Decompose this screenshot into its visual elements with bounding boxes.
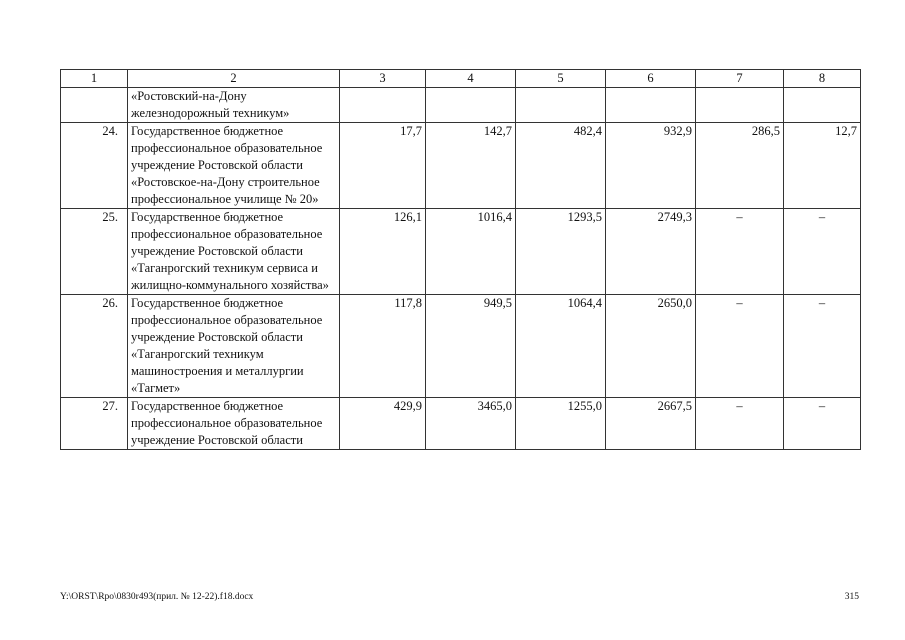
value-cell-col-4: 1016,4 xyxy=(426,209,516,295)
header-row xyxy=(61,70,861,88)
row-number-cell: 24. xyxy=(61,123,128,209)
header-cell: 1 xyxy=(61,70,128,88)
header-cell: 4 xyxy=(426,70,516,88)
value-cell-col-3 xyxy=(340,88,426,123)
value-cell-col-4: 142,7 xyxy=(426,123,516,209)
value-cell-col-5 xyxy=(516,88,606,123)
value-cell-col-8: – xyxy=(784,295,861,398)
value-cell-col-7 xyxy=(696,88,784,123)
table-row xyxy=(61,209,861,295)
institution-name-cell: Государственное бюджетное профессиональное образовательное учреждение Ростовской области «Ростовское-на-Дону строительное профессиональное училище № 20» xyxy=(128,123,340,209)
table-row xyxy=(61,88,861,123)
page-number: 315 xyxy=(844,592,859,602)
header-cell: 6 xyxy=(606,70,696,88)
value-cell-col-7: 286,5 xyxy=(696,123,784,209)
value-cell-col-3: 429,9 xyxy=(340,398,426,450)
value-cell-col-8: – xyxy=(784,398,861,450)
data-table xyxy=(60,69,861,450)
value-cell-col-3: 17,7 xyxy=(340,123,426,209)
value-cell-col-7: – xyxy=(696,398,784,450)
table-row xyxy=(61,295,861,398)
value-cell-col-3: 117,8 xyxy=(340,295,426,398)
value-cell-col-4 xyxy=(426,88,516,123)
value-cell-col-7: – xyxy=(696,209,784,295)
header-cell: 8 xyxy=(784,70,861,88)
value-cell-col-8 xyxy=(784,88,861,123)
value-cell-col-5: 1255,0 xyxy=(516,398,606,450)
row-number-cell xyxy=(61,88,128,123)
value-cell-col-4: 3465,0 xyxy=(426,398,516,450)
header-cell: 2 xyxy=(128,70,340,88)
institution-name-cell: «Ростовский-на-Дону железнодорожный техникум» xyxy=(128,88,340,123)
row-number-cell: 25. xyxy=(61,209,128,295)
value-cell-col-5: 1293,5 xyxy=(516,209,606,295)
value-cell-col-3: 126,1 xyxy=(340,209,426,295)
header-cell: 3 xyxy=(340,70,426,88)
footer-file-path: Y:\ORST\Rpo\0830r493(прил. № 12-22).f18.docx xyxy=(60,592,254,602)
value-cell-col-6: 932,9 xyxy=(606,123,696,209)
institution-name-cell: Государственное бюджетное профессиональное образовательное учреждение Ростовской области «Таганрогский техникум машиностроения и металлургии «Тагмет» xyxy=(128,295,340,398)
value-cell-col-8: 12,7 xyxy=(784,123,861,209)
value-cell-col-6: 2650,0 xyxy=(606,295,696,398)
institution-name-cell: Государственное бюджетное профессиональное образовательное учреждение Ростовской области xyxy=(128,398,340,450)
header-cell: 5 xyxy=(516,70,606,88)
value-cell-col-5: 1064,4 xyxy=(516,295,606,398)
value-cell-col-6: 2667,5 xyxy=(606,398,696,450)
table-row xyxy=(61,398,861,450)
value-cell-col-8: – xyxy=(784,209,861,295)
institution-name-cell: Государственное бюджетное профессиональное образовательное учреждение Ростовской области «Таганрогский техникум сервиса и жилищно-коммунального хозяйства» xyxy=(128,209,340,295)
value-cell-col-6: 2749,3 xyxy=(606,209,696,295)
row-number-cell: 27. xyxy=(61,398,128,450)
table-row xyxy=(61,123,861,209)
value-cell-col-4: 949,5 xyxy=(426,295,516,398)
value-cell-col-5: 482,4 xyxy=(516,123,606,209)
row-number-cell: 26. xyxy=(61,295,128,398)
value-cell-col-6 xyxy=(606,88,696,123)
value-cell-col-7: – xyxy=(696,295,784,398)
header-cell: 7 xyxy=(696,70,784,88)
